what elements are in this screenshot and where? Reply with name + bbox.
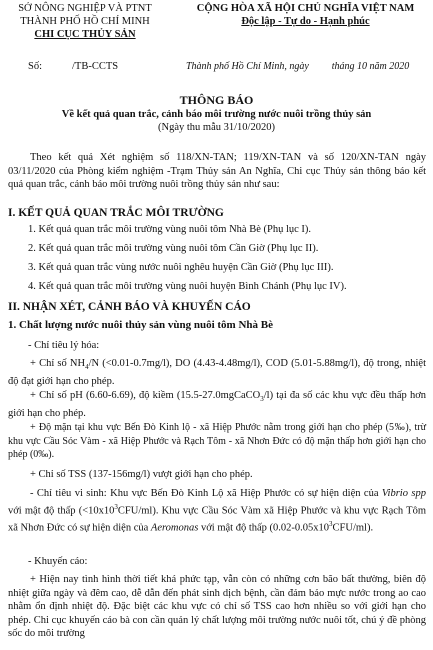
place-text: Thành phố Hồ Chí Minh, ngày <box>186 61 309 72</box>
national-motto: Độc lập - Tự do - Hạnh phúc <box>241 16 370 27</box>
bio-vibrio: Vibrio spp <box>381 488 426 499</box>
advice-label: - Khuyến cáo: <box>28 556 88 567</box>
issuer-agency: CHI CỤC THỦY SẢN <box>34 29 136 40</box>
chem2-text-b: /l) tại đa số các khu vực đều thấp hơn giới hạn cho phép. <box>8 390 427 419</box>
notice-subtitle: Về kết quả quan trắc, cảnh báo môi trường nước nuôi trồng thủy sản <box>61 109 372 120</box>
month-year-text: tháng 10 năm 2020 <box>331 61 410 72</box>
chem-paragraph-4: + Chỉ số TSS (137-156mg/l) vượt giới hạn cho phép. <box>30 469 253 480</box>
bio-paragraph <box>8 487 426 535</box>
issuer-block <box>0 2 170 41</box>
issuer-department: SỞ NÔNG NGHIỆP VÀ PTNT <box>18 3 152 14</box>
bio-superscript-2: 3 <box>329 519 333 528</box>
chem2-subscript: 3 <box>260 395 264 404</box>
chem1-text-b: /N (<0.01-0.7mg/l), DO (4.43-4.48mg/l), COD (5.01-5.88mg/l), độ trong, nhiệt độ đạt giới hạn cho phép. <box>8 358 426 387</box>
section1-item-4: 4. Kết quả quan trắc môi trường vùng nuôi huyện Bình Chánh (Phụ lục IV). <box>28 281 347 292</box>
bio-superscript-1: 3 <box>114 502 118 511</box>
chem1-text-a: + Chỉ số NH <box>30 358 86 369</box>
national-motto-block <box>178 2 433 28</box>
doc-number-label: Số: <box>28 61 43 72</box>
doc-number-code: /TB-CCTS <box>72 61 119 72</box>
section1-item-1: 1. Kết quả quan trắc môi trường vùng nuôi tôm Nhà Bè (Phụ lục I). <box>28 224 312 235</box>
sample-date: (Ngày thu mẫu 31/10/2020) <box>158 122 275 133</box>
section2-sub1-heading: 1. Chất lượng nước nuôi thủy sản vùng nuôi tôm Nhà Bè <box>8 319 274 331</box>
section2-heading: II. NHẬN XÉT, CẢNH BÁO VÀ KHUYẾN CÁO <box>8 301 251 313</box>
section1-item-2: 2. Kết quả quan trắc môi trường vùng nuôi tôm Cần Giờ (Phụ lục II). <box>28 243 319 254</box>
place-date <box>186 60 409 73</box>
bio-text-c: CFU/ml). Khu vực Cầu Sóc Vàm xã Hiệp Phước và khu vực Rạch Tôm xã Nhơn Đức có sự hiện diện của <box>8 505 426 534</box>
notice-title: THÔNG BÁO <box>179 93 254 107</box>
bio-text-d: với mật độ thấp (0.02-0.05x10 <box>198 522 330 534</box>
chem1-subscript: 4 <box>85 363 89 372</box>
bio-text-a: - Chỉ tiêu vi sinh: Khu vực Bến Đò Kinh Lộ xã Hiệp Phước có sự hiện diện của <box>30 488 382 499</box>
chem2-text-a: + Chỉ số pH (6.60-6.69), độ kiềm (15.5-27.0mgCaCO <box>30 390 261 401</box>
chem-label: - Chỉ tiêu lý hóa: <box>28 340 100 351</box>
chem-paragraph-1 <box>8 357 426 388</box>
issuer-city: THÀNH PHỐ HỒ CHÍ MINH <box>20 16 150 27</box>
bio-text-e: CFU/ml). <box>332 522 374 534</box>
advice-paragraph-1: + Hiện nay tình hình thời tiết khá phức tạp, vẫn còn có những cơn bão bất thường, biên độ nhiệt giữa ngày và đêm cao, dễ dẫn đến phát sinh dịch bệnh, cần đảm bảo mực nước trong ao cao nhằm ổn định nhiệt độ. Đặc biệt các khu vực có chỉ số TSS cao hơn nhiều so với giới hạn cho phép. Chi cục khuyến cáo bà con cần quản lý chất lượng môi trường nước nuôi tốt, chú ý đề phòng sốc do môi trường <box>8 574 426 640</box>
section1-heading: I. KẾT QUẢ QUAN TRẮC MÔI TRƯỜNG <box>8 207 224 219</box>
chem-paragraph-2 <box>8 389 426 420</box>
national-name: CỘNG HÒA XÃ HỘI CHỦ NGHĨA VIỆT NAM <box>196 3 415 14</box>
section1-item-3: 3. Kết quả quan trắc vùng nước nuôi nghêu huyện Cần Giờ (Phụ lục III). <box>28 262 334 273</box>
chem-paragraph-3: + Độ mặn tại khu vực Bến Đò Kinh lộ - xã Hiệp Phước nằm trong giới hạn cho phép (5‰), trừ khu vực Cầu Sóc Vàm - xã Hiệp Phước và Rạch Tôm - xã Nhơn Đức có độ mặn thấp hơn giới hạn cho phép (0‰). <box>8 422 426 460</box>
intro-paragraph: Theo kết quả Xét nghiệm số 118/XN-TAN; 119/XN-TAN và số 120/XN-TAN ngày 03/11/2020 của Phòng kiểm nghiệm -Trạm Thủy sản An Nghĩa, Chi cục Thủy sản thông báo kết quả quan trắc, cảnh báo môi trường nuôi trồng thủy sản như sau: <box>8 152 426 191</box>
bio-aeromonas: Aeromonas <box>150 522 199 534</box>
bio-text-b: với mật độ thấp (<10x10 <box>8 505 115 517</box>
